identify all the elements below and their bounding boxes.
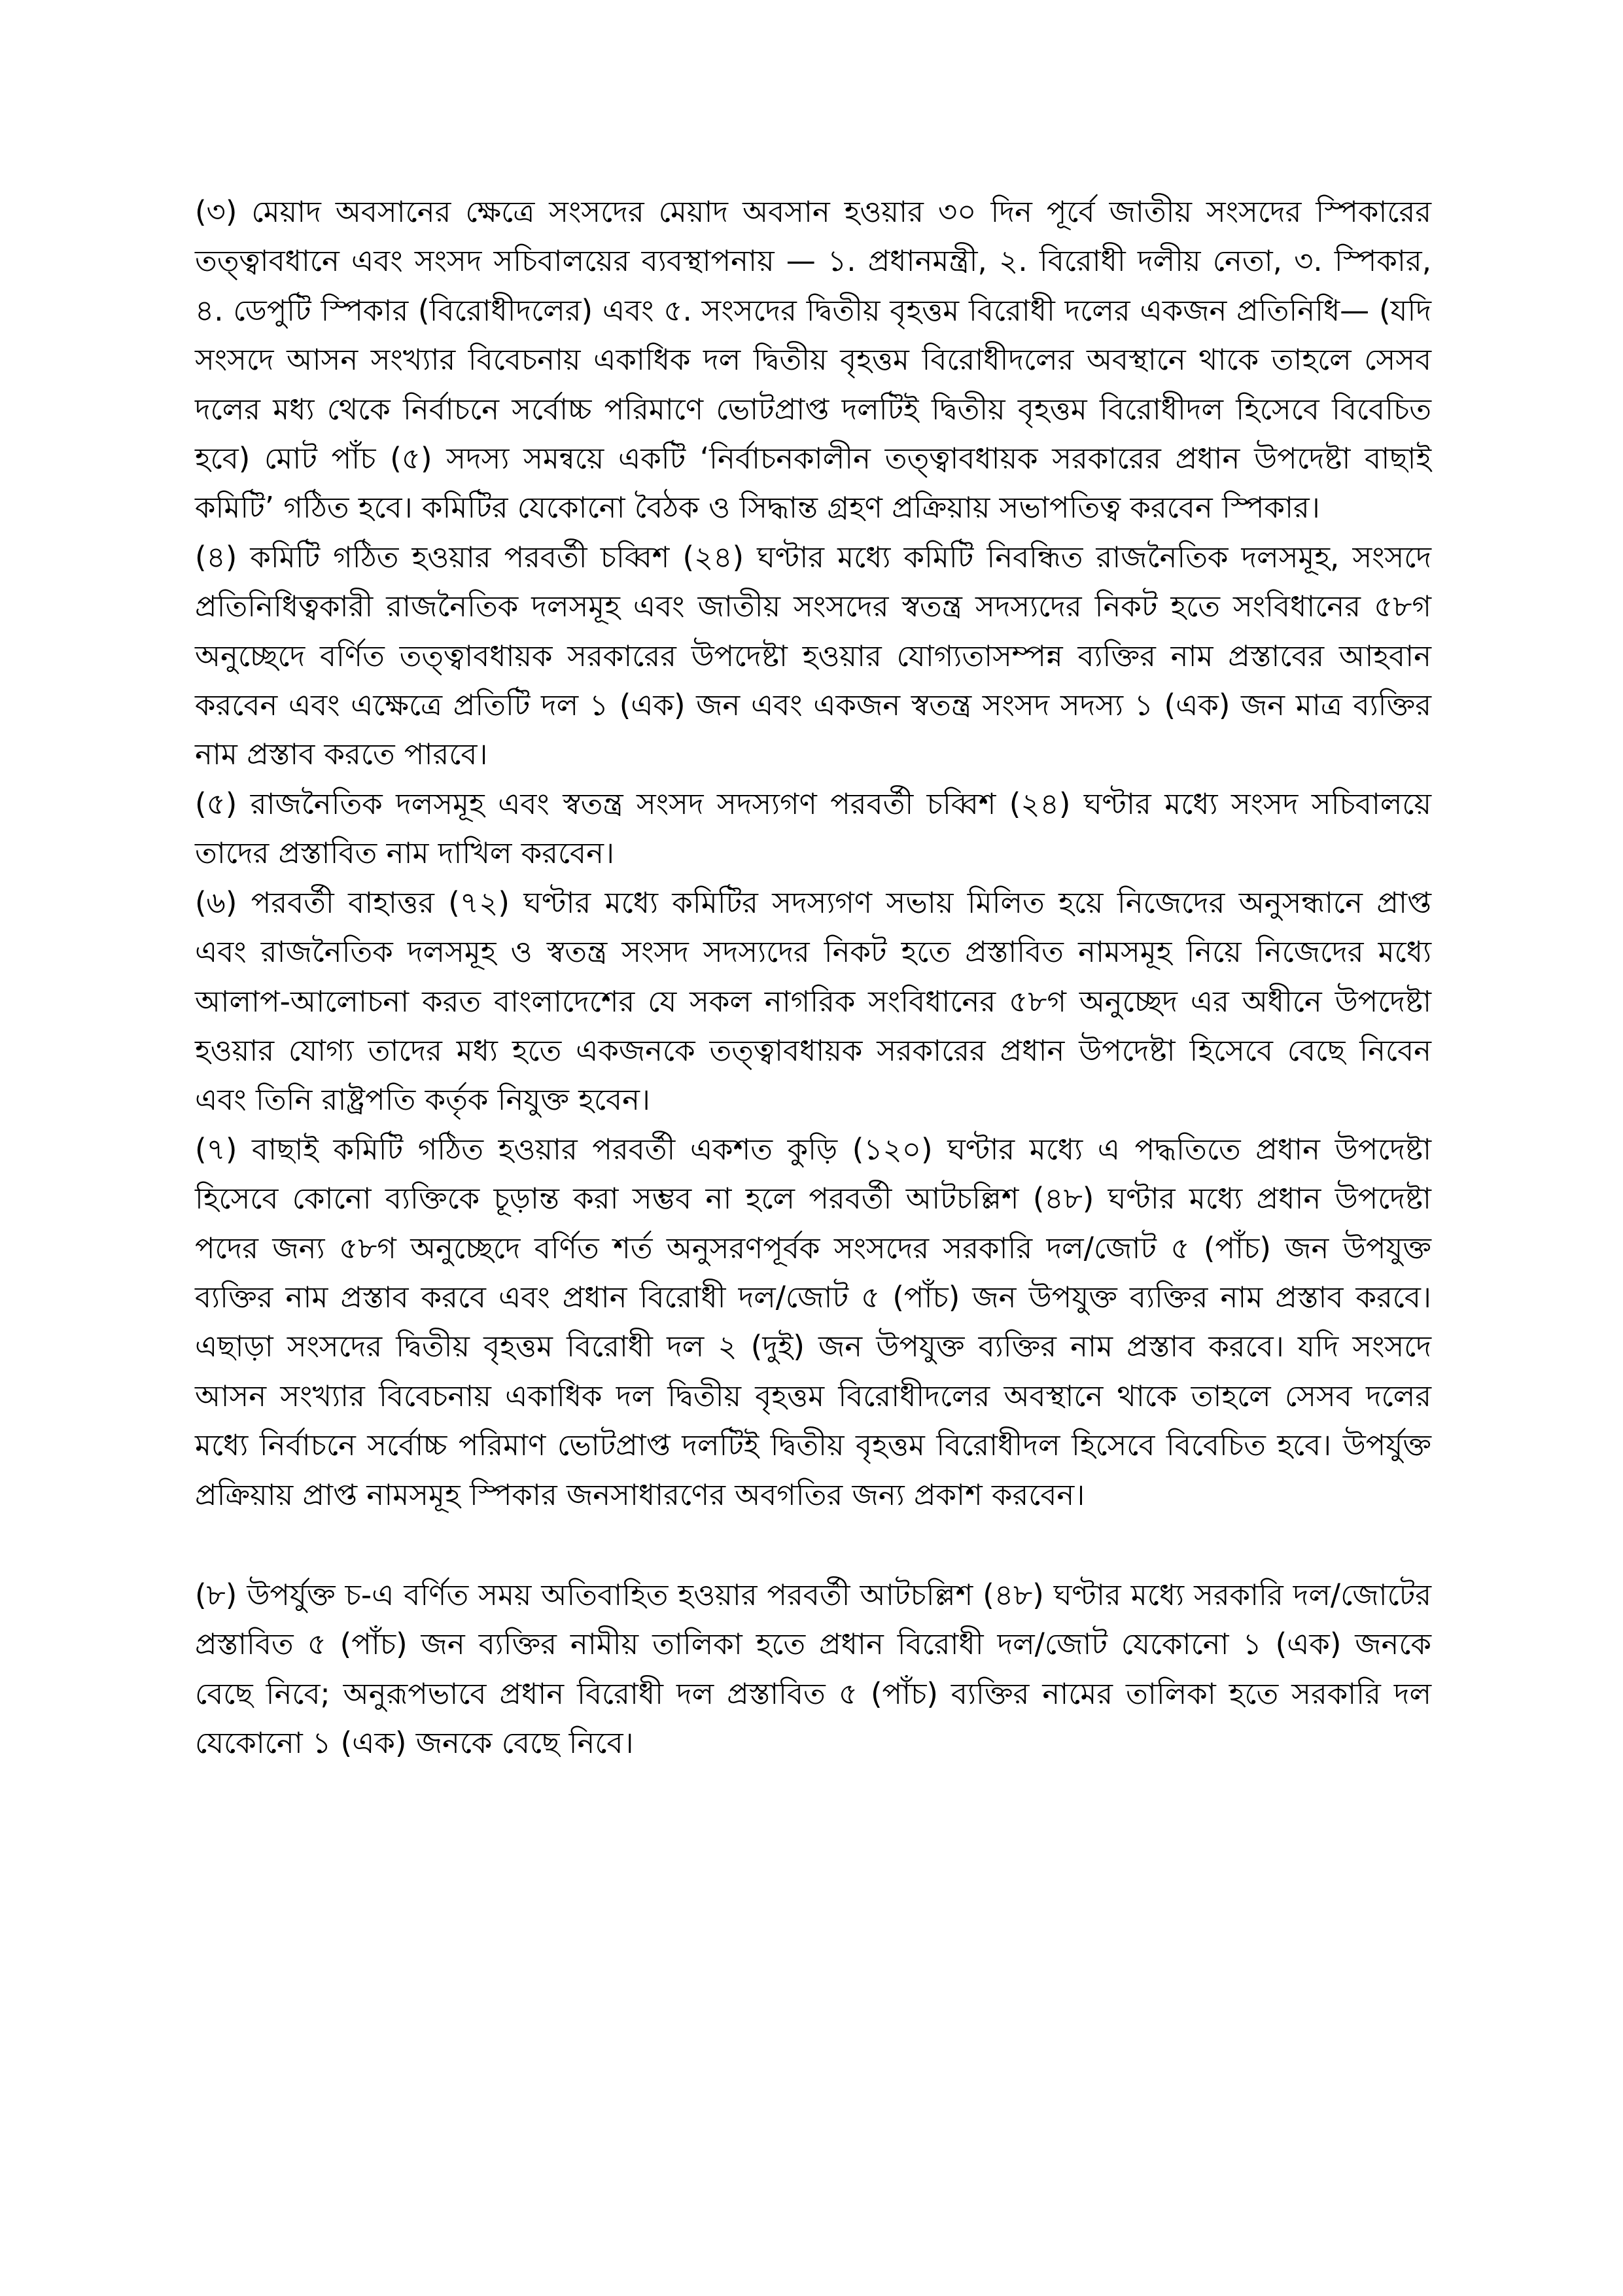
paragraph-4: (৪) কমিটি গঠিত হওয়ার পরবর্তী চব্বিশ (২৪) ঘণ্টার মধ্যে কমিটি নিবন্ধিত রাজনৈতিক দলসমূহ, সংসদে প্রতিনিধিত্বকারী রাজনৈতিক দলসমূহ এবং জাতীয় সংসদের স্বতন্ত্র সদস্যদের নিকট হতে সংবিধানের ৫৮গ অনুচ্ছেদে বর্ণিত তত্ত্বাবধায়ক সরকারের উপদেষ্টা হওয়ার যোগ্যতাসম্পন্ন ব্যক্তির নাম প্রস্তাবের আহবান করবেন এবং এক্ষেত্রে প্রতিটি দল ১ (এক) জন এবং একজন স্বতন্ত্র সংসদ সদস্য ১ (এক) জন মাত্র ব্যক্তির নাম প্রস্তাব করতে পারবে। bbox=[195, 539, 1431, 772]
document-body bbox=[195, 187, 1431, 1768]
paragraph-7: (৭) বাছাই কমিটি গঠিত হওয়ার পরবর্তী একশত কুড়ি (১২০) ঘণ্টার মধ্যে এ পদ্ধতিতে প্রধান উপদেষ্টা হিসেবে কোনো ব্যক্তিকে চূড়ান্ত করা সম্ভব না হলে পরবর্তী আটচল্লিশ (৪৮) ঘণ্টার মধ্যে প্রধান উপদেষ্টা পদের জন্য ৫৮গ অনুচ্ছেদে বর্ণিত শর্ত অনুসরণপূর্বক সংসদের সরকারি দল/জোট ৫ (পাঁচ) জন উপযুক্ত ব্যক্তির নাম প্রস্তাব করবে এবং প্রধান বিরোধী দল/জোট ৫ (পাঁচ) জন উপযুক্ত ব্যক্তির নাম প্রস্তাব করবে। এছাড়া সংসদের দ্বিতীয় বৃহত্তম বিরোধী দল ২ (দুই) জন উপযুক্ত ব্যক্তির নাম প্রস্তাব করবে। যদি সংসদে আসন সংখ্যার বিবেচনায় একাধিক দল দ্বিতীয় বৃহত্তম বিরোধীদলের অবস্থানে থাকে তাহলে সেসব দলের মধ্যে নির্বাচনে সর্বোচ্চ পরিমাণ ভোটপ্রাপ্ত দলটিই দ্বিতীয় বৃহত্তম বিরোধীদল হিসেবে বিবেচিত হবে। উপর্যুক্ত প্রক্রিয়ায় প্রাপ্ত নামসমূহ স্পিকার জনসাধারণের অবগতির জন্য প্রকাশ করবেন। bbox=[195, 1131, 1431, 1512]
paragraph-5: (৫) রাজনৈতিক দলসমূহ এবং স্বতন্ত্র সংসদ সদস্যগণ পরবর্তী চব্বিশ (২৪) ঘণ্টার মধ্যে সংসদ সচিবালয়ে তাদের প্রস্তাবিত নাম দাখিল করবেন। bbox=[195, 786, 1431, 871]
paragraph-3: (৩) মেয়াদ অবসানের ক্ষেত্রে সংসদের মেয়াদ অবসান হওয়ার ৩০ দিন পূর্বে জাতীয় সংসদের স্পিকারের তত্ত্বাবধানে এবং সংসদ সচিবালয়ের ব্যবস্থাপনায় — ১. প্রধানমন্ত্রী, ২. বিরোধী দলীয় নেতা, ৩. স্পিকার, ৪. ডেপুটি স্পিকার (বিরোধীদলের) এবং ৫. সংসদের দ্বিতীয় বৃহত্তম বিরোধী দলের একজন প্রতিনিধি— (যদি সংসদে আসন সংখ্যার বিবেচনায় একাধিক দল দ্বিতীয় বৃহত্তম বিরোধীদলের অবস্থানে থাকে তাহলে সেসব দলের মধ্য থেকে নির্বাচনে সর্বোচ্চ পরিমাণে ভোটপ্রাপ্ত দলটিই দ্বিতীয় বৃহত্তম বিরোধীদল হিসেবে বিবেচিত হবে) মোট পাঁচ (৫) সদস্য সমন্বয়ে একটি ‘নির্বাচনকালীন তত্ত্বাবধায়ক সরকারের প্রধান উপদেষ্টা বাছাই কমিটি’ গঠিত হবে। কমিটির যেকোনো বৈঠক ও সিদ্ধান্ত গ্রহণ প্রক্রিয়ায় সভাপতিত্ব করবেন স্পিকার। bbox=[195, 194, 1431, 525]
paragraph-8: (৮) উপর্যুক্ত চ-এ বর্ণিত সময় অতিবাহিত হওয়ার পরবর্তী আটচল্লিশ (৪৮) ঘণ্টার মধ্যে সরকারি দল/জোটের প্রস্তাবিত ৫ (পাঁচ) জন ব্যক্তির নামীয় তালিকা হতে প্রধান বিরোধী দল/জোট যেকোনো ১ (এক) জনকে বেছে নিবে; অনুরূপভাবে প্রধান বিরোধী দল প্রস্তাবিত ৫ (পাঁচ) ব্যক্তির নামের তালিকা হতে সরকারি দল যেকোনো ১ (এক) জনকে বেছে নিবে। bbox=[195, 1577, 1431, 1761]
paragraph-6: (৬) পরবর্তী বাহাত্তর (৭২) ঘণ্টার মধ্যে কমিটির সদস্যগণ সভায় মিলিত হয়ে নিজেদের অনুসন্ধানে প্রাপ্ত এবং রাজনৈতিক দলসমূহ ও স্বতন্ত্র সংসদ সদস্যদের নিকট হতে প্রস্তাবিত নামসমূহ নিয়ে নিজেদের মধ্যে আলাপ-আলোচনা করত বাংলাদেশের যে সকল নাগরিক সংবিধানের ৫৮গ অনুচ্ছেদ এর অধীনে উপদেষ্টা হওয়ার যোগ্য তাদের মধ্য হতে একজনকে তত্ত্বাবধায়ক সরকারের প্রধান উপদেষ্টা হিসেবে বেছে নিবেন এবং তিনি রাষ্ট্রপতি কর্তৃক নিযুক্ত হবেন। bbox=[195, 885, 1431, 1118]
